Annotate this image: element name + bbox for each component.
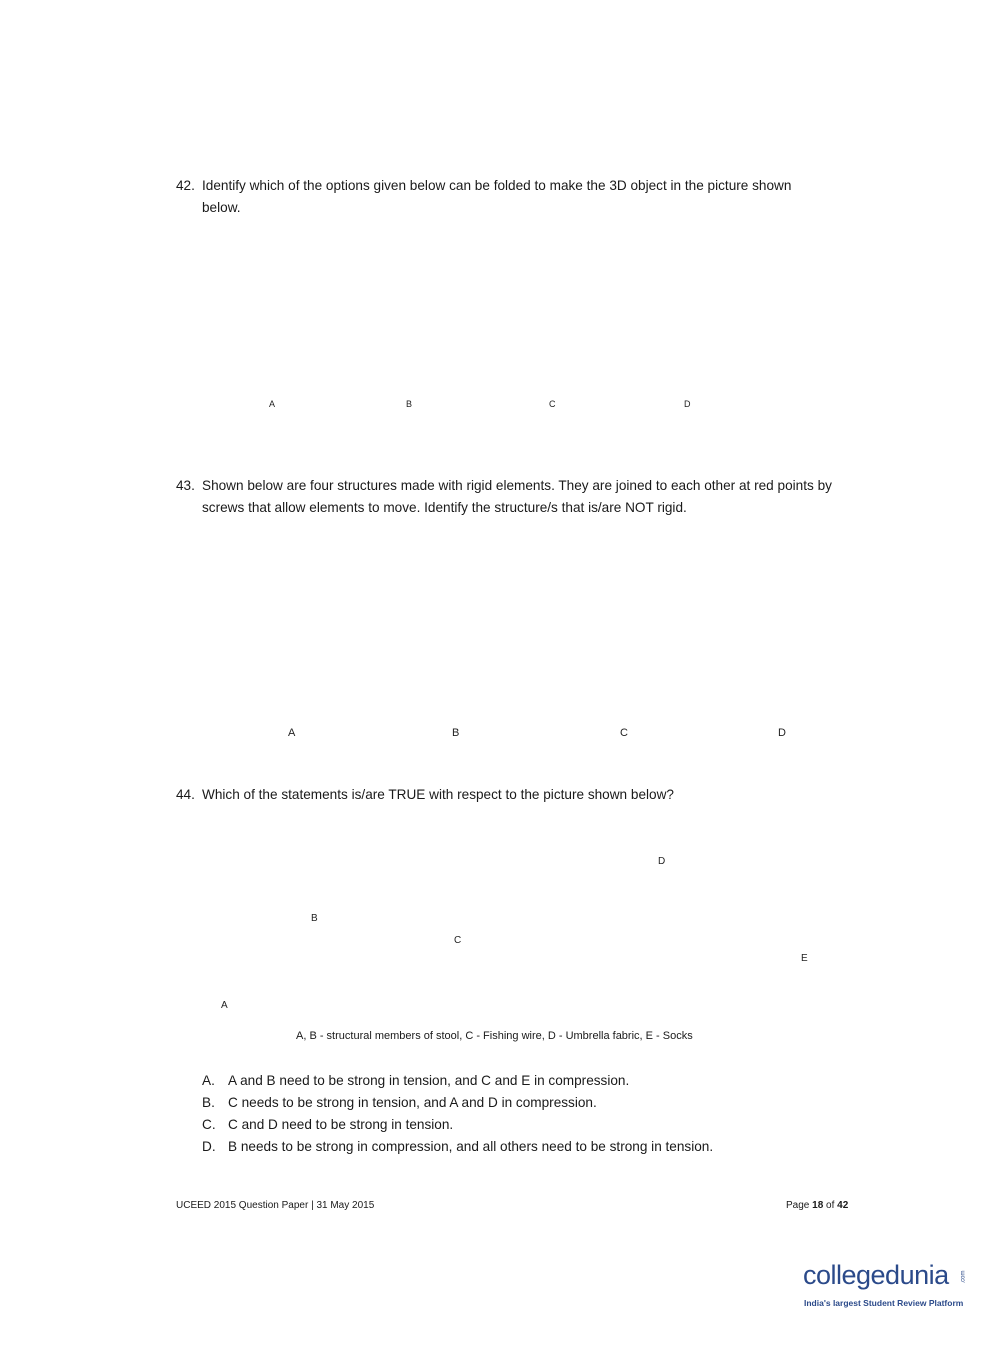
figure-label: C	[549, 399, 556, 409]
figure-label: B	[406, 399, 413, 409]
figure-label: A	[269, 399, 276, 409]
option-c: C. C and D need to be strong in tension.	[202, 1117, 454, 1132]
logo-suffix: .com	[960, 1270, 967, 1284]
question-number: 43.	[176, 478, 195, 493]
figure-label: B	[452, 727, 460, 739]
figure-label: D	[658, 856, 666, 867]
question-text: Identify which of the options given below can be folded to make the 3D object in the picture shown below.	[202, 178, 792, 215]
logo-tagline: India's largest Student Review Platform	[804, 1298, 964, 1308]
logo-name: collegedunia	[803, 1260, 949, 1290]
figure-label: C	[620, 727, 628, 739]
question-text: Shown below are four structures made with rigid elements. They are joined to each other at red points by screws that allow elements to move. Identify the structure/s that is/are NOT rigid.	[202, 478, 832, 515]
question-number: 42.	[176, 178, 195, 193]
question-number: 44.	[176, 787, 195, 802]
figure-label: B	[311, 913, 318, 924]
figure-caption: A, B - structural members of stool, C - Fishing wire, D - Umbrella fabric, E - Socks	[296, 1030, 693, 1042]
figure-label: A	[221, 1000, 228, 1011]
question-text: Which of the statements is/are TRUE with respect to the picture shown below?	[202, 787, 674, 802]
option-b: B. C needs to be strong in tension, and A and D in compression.	[202, 1095, 597, 1110]
footer-title: UCEED 2015 Question Paper | 31 May 2015	[176, 1200, 375, 1211]
figure-label: D	[684, 399, 691, 409]
option-d: D. B needs to be strong in compression, and all others need to be strong in tension.	[202, 1139, 714, 1154]
figure-label: C	[454, 935, 462, 946]
figure-label: A	[288, 727, 296, 739]
figure-label: E	[801, 953, 808, 964]
figure-label: D	[778, 727, 786, 739]
option-a: A. A and B need to be strong in tension, and C and E in compression.	[202, 1073, 630, 1088]
page-number: Page 18 of 42	[786, 1200, 849, 1211]
